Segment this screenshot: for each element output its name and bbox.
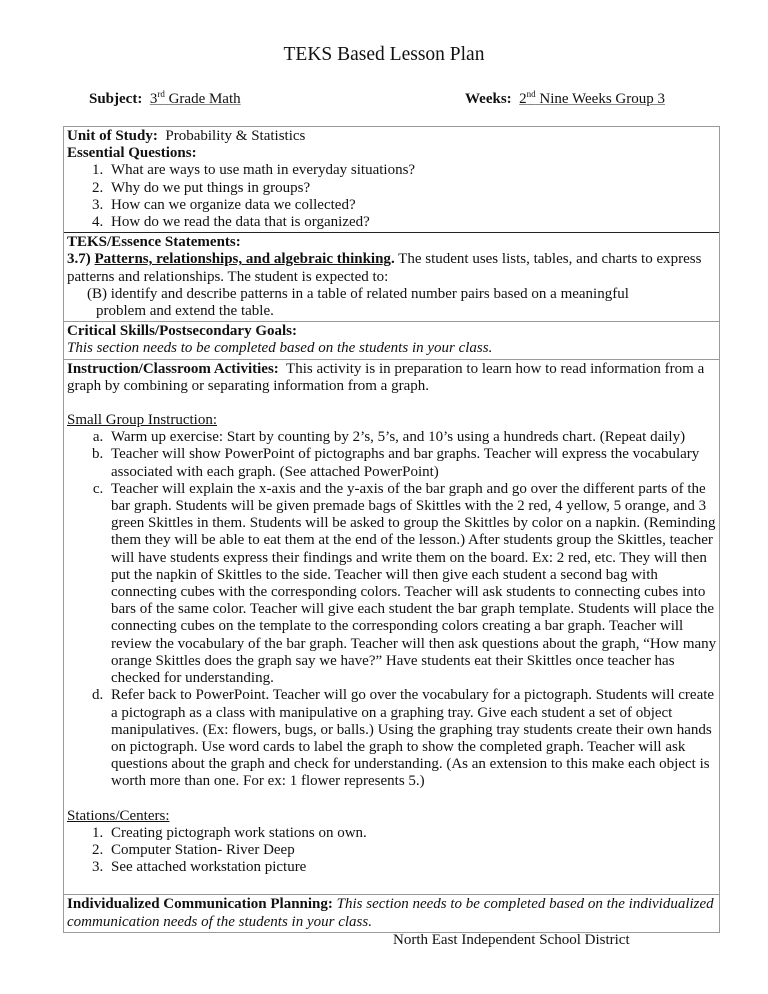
essential-question: 4. How do we read the data that is organized? [107, 214, 717, 231]
unit-label: Unit of Study: [67, 128, 158, 144]
teks-text: The student uses lists, tables, and charts to express patterns and relationships. The student is expected to: [67, 251, 702, 285]
station-item: 3. See attached workstation picture [107, 859, 717, 876]
weeks-label: Weeks: [465, 91, 512, 107]
communication-label: Individualized Communication Planning: [67, 896, 333, 913]
teks-section [64, 233, 719, 322]
teks-sub-b-line2: problem and extend the table. [96, 303, 274, 320]
grade-suffix: rd [157, 89, 165, 99]
teks-heading-period: . [390, 251, 395, 268]
weeks-number: 2 [519, 91, 527, 107]
unit-section [64, 127, 719, 233]
small-group-item: b. Teacher will show PowerPoint of pictographs and bar graphs. Teacher will express the vocabulary associated with each graph. (See attached PowerPoint) [107, 446, 717, 480]
teks-sub-b-line1: (B) identify and describe patterns in a table of related number pairs based on a meaningful [87, 285, 629, 302]
weeks-value [519, 91, 665, 107]
weeks-text: Nine Weeks Group 3 [535, 91, 665, 107]
teks-code: 3.7) [67, 251, 91, 268]
small-group-label: Small Group Instruction: [67, 412, 217, 429]
footer-district: North East Independent School District [393, 932, 630, 948]
essential-questions-list [67, 162, 717, 231]
instruction-label: Instruction/Classroom Activities: [67, 360, 279, 377]
instruction-section [64, 360, 719, 896]
communication-text: This section needs to be completed based on the individualized communication needs of the students in your class. [67, 896, 714, 930]
essential-question: 2. Why do we put things in groups? [107, 180, 717, 197]
essential-question: 3. How can we organize data we collected? [107, 197, 717, 214]
teks-statement [67, 251, 717, 285]
instruction-text: This activity is in preparation to learn how to read information from a graph by combining or separating information from a graph. [67, 360, 705, 394]
subject-value [150, 91, 241, 107]
spacer [67, 395, 717, 412]
page-title: TEKS Based Lesson Plan [283, 44, 485, 65]
stations-list [67, 825, 717, 877]
critical-skills-text: This section needs to be completed based on the students in your class. [67, 340, 493, 357]
spacer [67, 876, 717, 893]
critical-skills-label: Critical Skills/Postsecondary Goals: [67, 323, 297, 340]
small-group-list [67, 429, 717, 790]
subject-line [89, 91, 241, 108]
essential-questions-label: Essential Questions: [67, 145, 197, 162]
small-group-item: c. Teacher will explain the x-axis and the y-axis of the bar graph and go over the different parts of the bar graph. Students will be given premade bags of Skittles with the 2 red, 4 yellow, 5 orange, and 3 green Skittles in them. Students will be asked to group the Skittles by color on a napkin. (Reminding them they will be able to eat them at the end of the lesson.) After students group the Skittles, teacher will have students express their findings and write them on the board. Ex: 2 red, etc. They will then put the napkin of Skittles to the side. Teacher will then give each student a second bag with connecting cubes with the corresponding colors. Teacher will ask students to connecting cubes into bars of the same color. Teacher will give each student the bar graph template. Students will place the connecting cubes on the template to the corresponding colors creating a bar graph. Teacher will review the vocabulary of the bar graph. Teacher will then ask questions about the graph, “How many orange Skittles does the graph say we have?” Have students eat their Skittles once teacher has checked for understanding. [107, 481, 717, 687]
critical-skills-section [64, 322, 719, 359]
unit-of-study [67, 128, 717, 145]
weeks-suffix: nd [526, 89, 536, 99]
teks-label: TEKS/Essence Statements: [67, 234, 241, 251]
subject-label: Subject: [89, 91, 143, 107]
small-group-item: a. Warm up exercise: Start by counting by 2’s, 5’s, and 10’s using a hundreds chart. (Repeat daily) [107, 429, 717, 446]
essential-question: 1. What are ways to use math in everyday situations? [107, 162, 717, 179]
station-item: 2. Computer Station- River Deep [107, 842, 717, 859]
small-group-item: d. Refer back to PowerPoint. Teacher will go over the vocabulary for a pictograph. Students will create a pictograph as a class with manipulative on a graphing tray. Give each student a set of object manipulatives. (Ex: flowers, bugs, or balls.) Using the graphing tray students create their own hands on pictograph. Use word cards to label the graph to show the completed graph. Teacher will ask questions about the graph and check for understanding. (As an extension to this make each object is worth more than one. For ex: 1 flower represents 5.) [107, 687, 717, 790]
lesson-plan-table [63, 126, 720, 933]
instruction-intro [67, 361, 717, 395]
stations-label: Stations/Centers: [67, 807, 170, 824]
weeks-line [465, 91, 665, 108]
station-item: 1. Creating pictograph work stations on own. [107, 825, 717, 842]
communication-section [64, 895, 719, 931]
grade-number: 3 [149, 91, 158, 107]
spacer [67, 791, 717, 808]
unit-value: Probability & Statistics [165, 128, 306, 144]
grade-text: Grade Math [164, 91, 241, 107]
teks-heading: Patterns, relationships, and algebraic thinking [94, 251, 391, 268]
